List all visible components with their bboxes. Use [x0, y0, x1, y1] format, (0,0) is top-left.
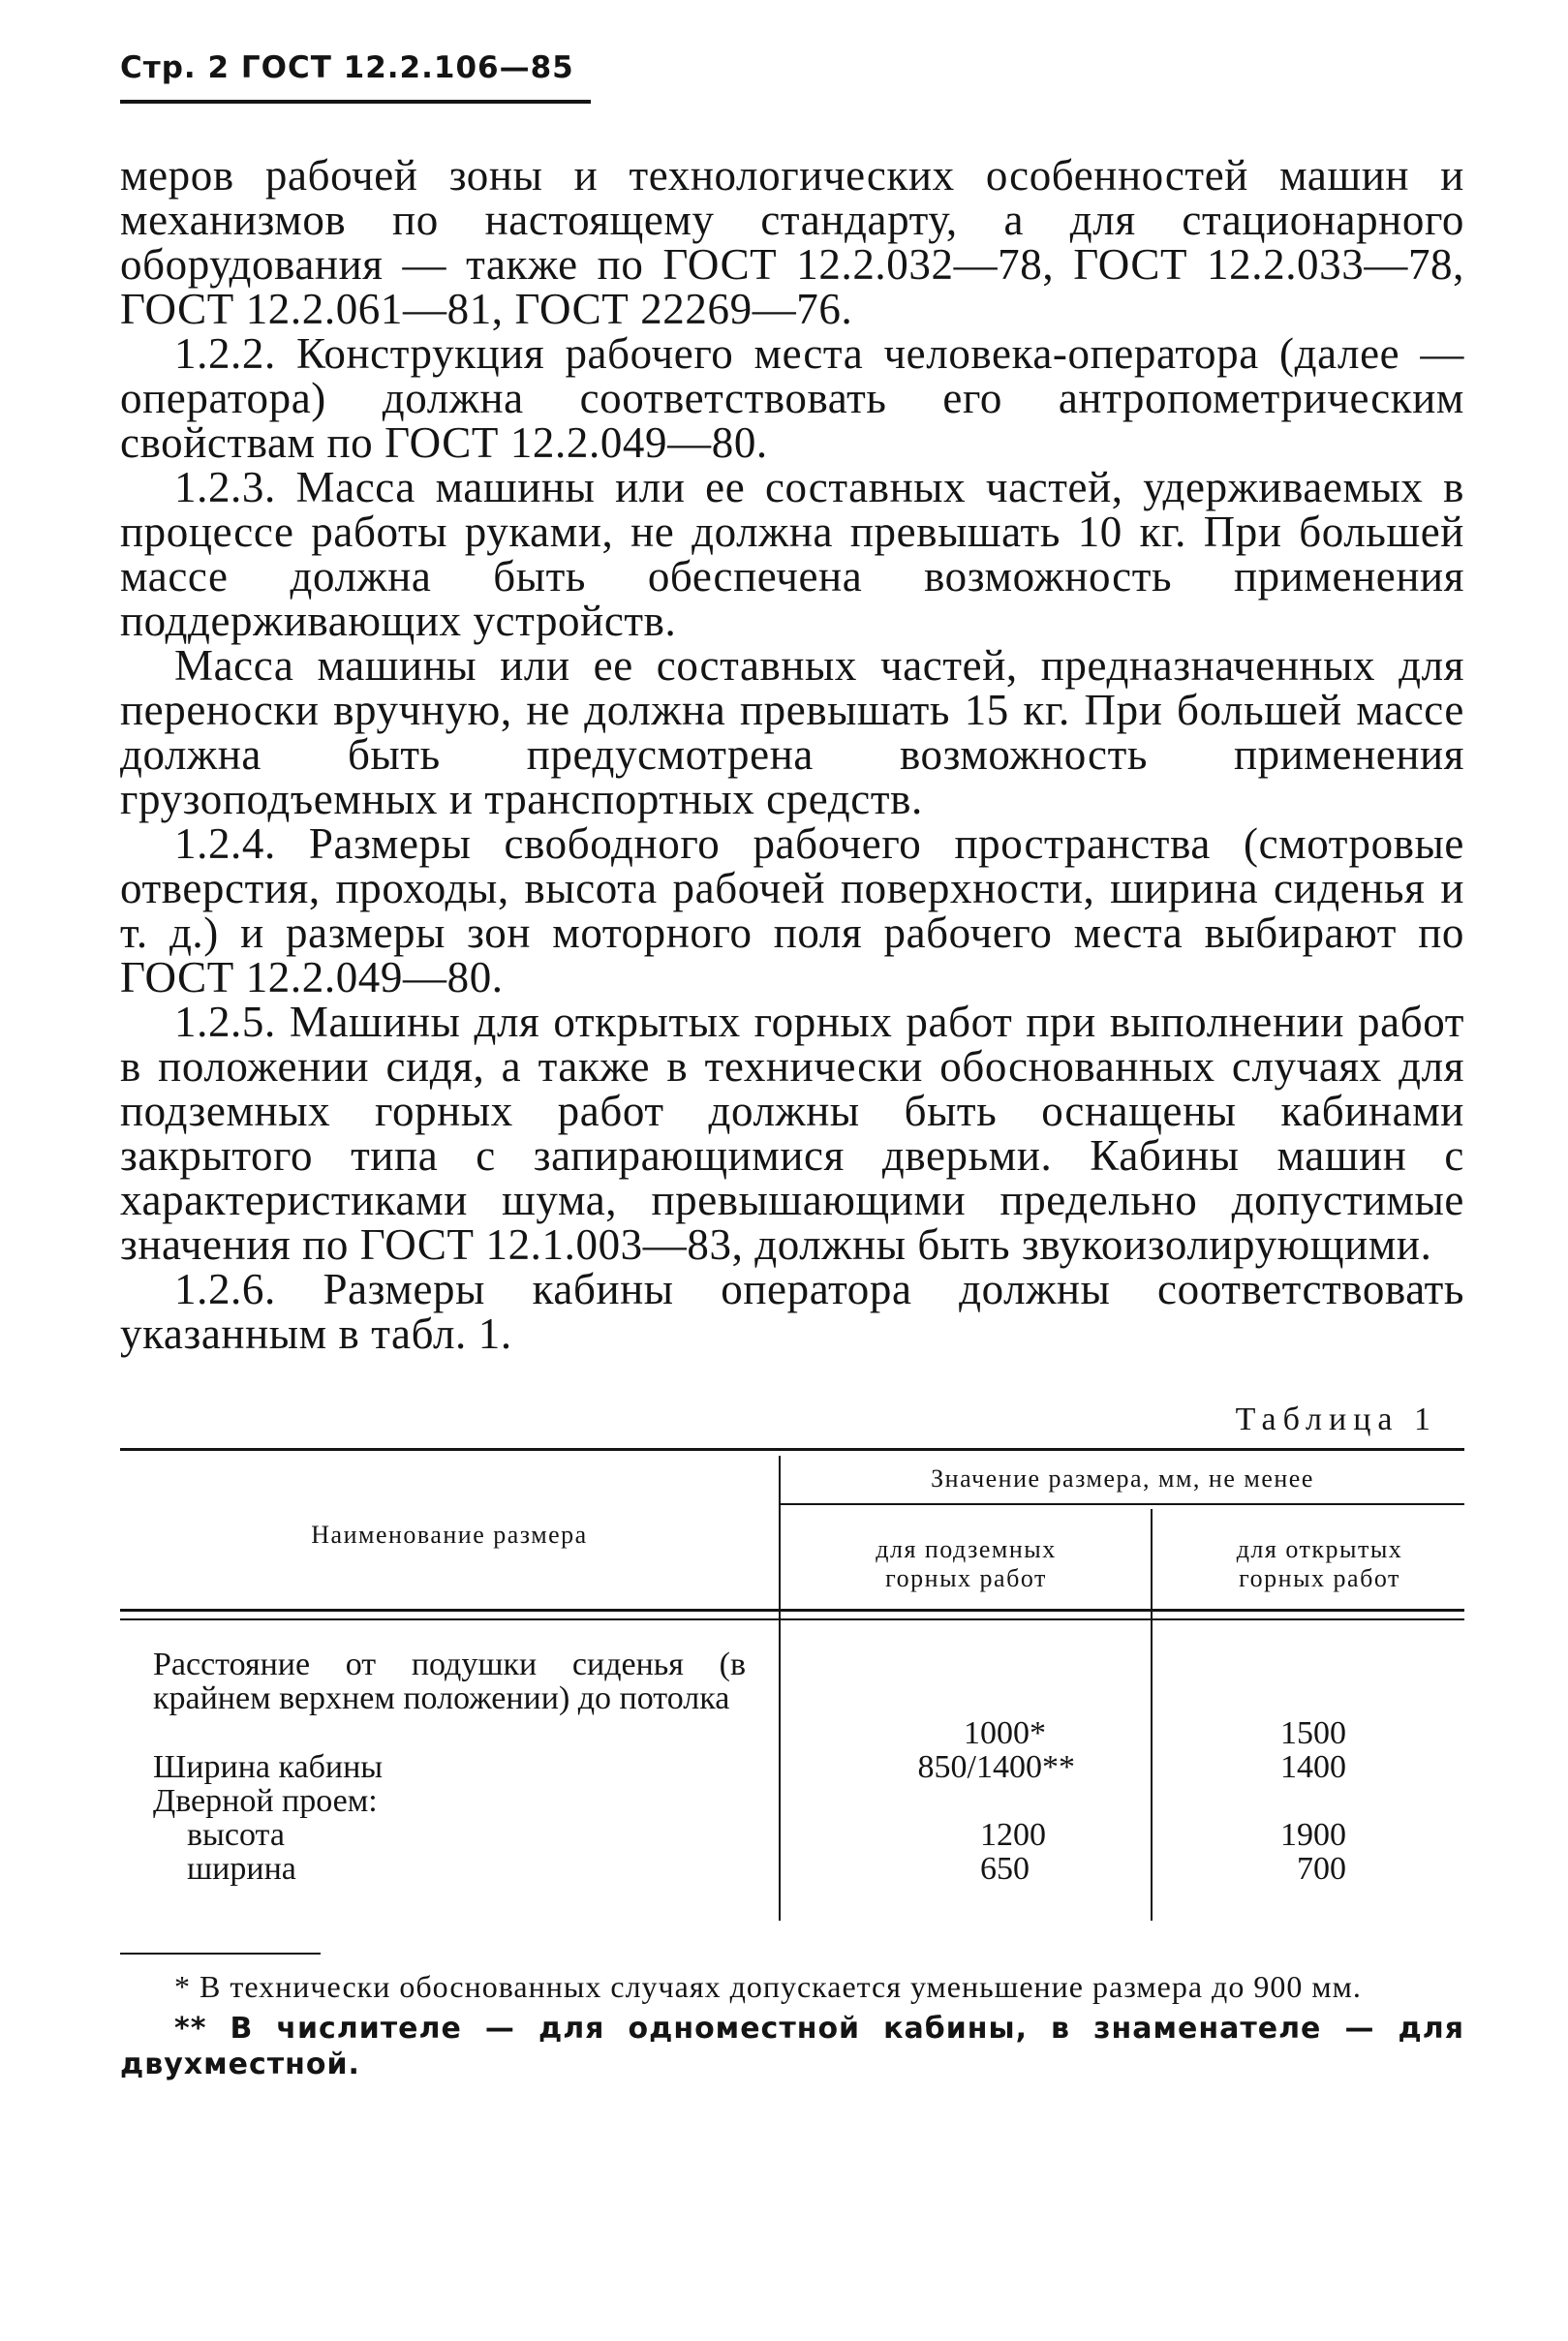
- table-row-ceiling-open: 1500: [1280, 1715, 1346, 1751]
- body-text: [120, 153, 1464, 1356]
- table-col-divider-1: [779, 1456, 781, 1921]
- table-caption: Таблица 1: [1235, 1402, 1437, 1437]
- paragraph-1-2-3: 1.2.3. Масса машины или ее составных частей, удерживаемых в процессе работы руками, не должна превышать 10 кг. При большей массе должна быть обеспечена возможность применения поддерживающих устройств.: [120, 463, 1464, 645]
- table-row-height-underground: 1200: [980, 1817, 1046, 1853]
- page-header: Стр. 2 ГОСТ 12.2.106—85: [120, 50, 574, 85]
- paragraph-1-2-5: 1.2.5. Машины для открытых горных работ при выполнении работ в положении сидя, а также в технически обоснованных случаях для подземных горных работ должны быть оснащены кабинами закрытого типа с запирающимися дверьми. Кабины машин с характеристиками шума, превышающими предельно допустимые значения по ГОСТ 12.1.003—83, должны быть звукоизолирующими.: [120, 998, 1464, 1269]
- paragraph-1-2-4: 1.2.4. Размеры свободного рабочего пространства (смотровые отверстия, проходы, высота рабочей поверхности, ширина сиденья и т. д.) и размеры зон моторного поля рабочего места выбирают по ГОСТ 12.2.049—80.: [120, 819, 1464, 1001]
- paragraph-continuation: меров рабочей зоны и технологических особенностей машин и механизмов по настоящему стандарту, а для стационарного оборудования — также по ГОСТ 12.2.032—78, ГОСТ 12.2.033—78, ГОСТ 12.2.061—81, ГОСТ 22269—76.: [120, 151, 1464, 333]
- table-row-doorwidth-underground: 650: [980, 1851, 1030, 1887]
- footnotes: [120, 1969, 1464, 2082]
- table-header-underground: для подземных горных работ: [876, 1535, 1057, 1592]
- table-header-rule-2: [120, 1618, 1464, 1620]
- table-row-name-height: высота: [187, 1817, 285, 1853]
- paragraph-1-2-6: 1.2.6. Размеры кабины оператора должны соответствовать указанным в табл. 1.: [120, 1265, 1464, 1358]
- table-top-rule: [120, 1448, 1464, 1451]
- table-row-name-doorway: Дверной проем:: [153, 1783, 378, 1819]
- table-col-divider-2: [1151, 1509, 1153, 1921]
- table-row-name-doorwidth: ширина: [187, 1851, 296, 1887]
- table-row-name-width: Ширина кабины: [153, 1749, 384, 1785]
- table-row-doorwidth-open: 700: [1297, 1851, 1346, 1887]
- table-header-open: для открытых горных работ: [1236, 1535, 1403, 1592]
- table-row-height-open: 1900: [1280, 1817, 1346, 1853]
- table-group-rule: [780, 1503, 1464, 1505]
- table-row-name-ceiling: Расстояние от подушки сиденья (в крайнем верхнем положении) до потолка: [153, 1647, 746, 1716]
- paragraph-mass-transport: Масса машины или ее составных частей, предназначенных для переноски вручную, не должна превышать 15 кг. При большей массе должна быть предусмотрена возможность применения грузоподъемных и транспортных средств.: [120, 641, 1464, 823]
- footnote-1: * В технически обоснованных случаях допускается уменьшение размера до 900 мм.: [174, 1969, 1362, 2004]
- table-header-name: Наименование размера: [311, 1521, 588, 1549]
- table-header-group: Значение размера, мм, не менее: [931, 1464, 1314, 1493]
- table-header-rule-1: [120, 1609, 1464, 1612]
- table-row-width-underground: 850/1400**: [917, 1749, 1075, 1785]
- header-rule: [120, 100, 591, 104]
- footnote-rule: [120, 1953, 321, 1955]
- footnote-2: ** В числителе — для одноместной кабины, в знаменателе — для двухместной.: [120, 2012, 1464, 2081]
- table-row-width-open: 1400: [1280, 1749, 1346, 1785]
- paragraph-1-2-2: 1.2.2. Конструкция рабочего места человека-оператора (далее — оператора) должна соответствовать его антропометрическим свойствам по ГОСТ 12.2.049—80.: [120, 329, 1464, 467]
- table-row-ceiling-underground: 1000*: [964, 1715, 1046, 1751]
